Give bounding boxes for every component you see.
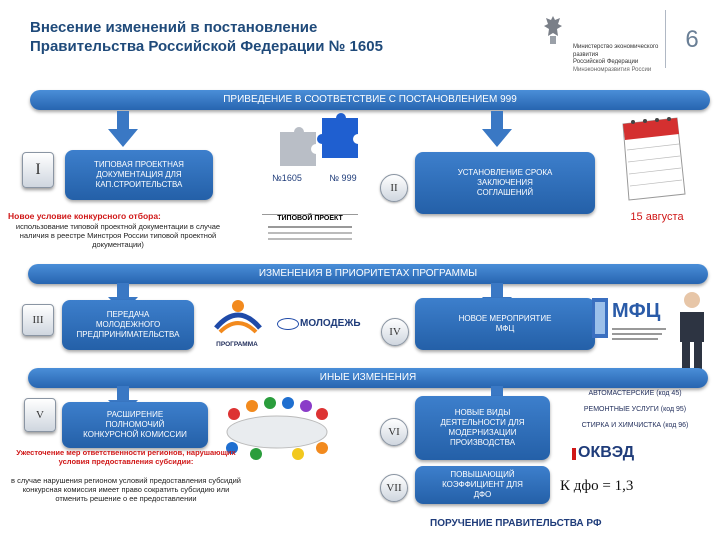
emblem-icon bbox=[542, 14, 564, 48]
coefficient-formula: К дфо = 1,3 bbox=[560, 478, 634, 494]
government-instruction: ПОРУЧЕНИЕ ПРАВИТЕЛЬСТВА РФ bbox=[430, 518, 602, 529]
box-youth-entrepreneurship-label: ПЕРЕДАЧА МОЛОДЕЖНОГО ПРЕДПРИНИМАТЕЛЬСТВА bbox=[76, 310, 180, 339]
okved-logo bbox=[572, 442, 648, 464]
box-commission-powers bbox=[62, 402, 208, 448]
slide-title bbox=[30, 18, 500, 56]
box-mfc bbox=[415, 298, 595, 350]
roman-numeral-2: II bbox=[380, 174, 408, 202]
box-mfc-label: НОВОЕ МЕРОПРИЯТИЕ МФЦ bbox=[458, 314, 552, 333]
box-far-east-coefficient-label: ПОВЫШАЮЩИЙ КОЭФФИЦИЕНТ ДЛЯ ДФО bbox=[442, 470, 523, 499]
youth-logo-ring bbox=[277, 318, 299, 330]
program-logo-icon bbox=[210, 298, 266, 340]
doc-1605-label: №1605 bbox=[272, 173, 302, 183]
banner-section-3: ИНЫЕ ИЗМЕНЕНИЯ bbox=[28, 368, 708, 388]
banner-section-1: ПРИВЕДЕНИЕ В СООТВЕТСТВИЕ С ПОСТАНОВЛЕНИЕМ 999 bbox=[30, 90, 710, 110]
project-doc-heading: ТИПОВОЙ ПРОЕКТ bbox=[277, 215, 343, 222]
ministry-line-3: Минэкономразвития России bbox=[573, 66, 652, 73]
banner-section-2: ИЗМЕНЕНИЯ В ПРИОРИТЕТАХ ПРОГРАММЫ bbox=[28, 264, 708, 284]
box-new-activities bbox=[415, 396, 550, 460]
okved-list bbox=[560, 386, 710, 434]
box-typical-documentation bbox=[65, 150, 213, 200]
youth-logo: МОЛОДЕЖЬ bbox=[300, 318, 361, 329]
date-label: 15 августа bbox=[630, 211, 684, 223]
box-agreement-deadline bbox=[415, 152, 595, 214]
roman-numeral-5: V bbox=[24, 398, 56, 432]
ministry-line-2: Российской Федерации bbox=[573, 59, 639, 65]
box-far-east-coefficient bbox=[415, 466, 550, 504]
okved-logo-bar bbox=[572, 448, 576, 460]
tightening-label: Ужесточение мер ответственности регионов, нарушающих условия предоставления субсидии: bbox=[16, 448, 236, 466]
ministry-name bbox=[573, 44, 668, 74]
roman-numeral-7: VII bbox=[380, 474, 408, 502]
roman-numeral-6: VI bbox=[380, 418, 408, 446]
new-condition-label: Новое условие конкурсного отбора: bbox=[8, 211, 161, 221]
box-agreement-deadline-label: УСТАНОВЛЕНИЕ СРОКА ЗАКЛЮЧЕНИЯ СОГЛАШЕНИЙ bbox=[457, 168, 553, 197]
box-commission-powers-label: РАСШИРЕНИЕ ПОЛНОМОЧИЙ КОНКУРСНОЙ КОМИССИИ bbox=[83, 410, 187, 439]
doc-999-label: № 999 bbox=[329, 173, 357, 183]
roman-numeral-3: III bbox=[22, 304, 54, 336]
down-arrow-icon bbox=[482, 111, 512, 147]
okved-item: АВТОМАСТЕРСКИЕ (код 45) bbox=[588, 390, 682, 397]
puzzle-icon bbox=[272, 112, 362, 167]
okved-logo-text: ОКВЭД bbox=[578, 444, 635, 461]
new-condition-text: использование типовой проектной документации в случае наличия в реестре Минстроя России типовой проектной документации) bbox=[15, 222, 221, 249]
roman-numeral-1: I bbox=[22, 152, 54, 188]
header-divider bbox=[665, 10, 666, 68]
calendar-icon bbox=[615, 114, 691, 204]
box-new-activities-label: НОВЫЕ ВИДЫ ДЕЯТЕЛЬНОСТИ ДЛЯ МОДЕРНИЗАЦИИ ПРОИЗВОДСТВА bbox=[440, 408, 525, 447]
mfc-logo bbox=[592, 298, 670, 352]
okved-item: СТИРКА И ХИМЧИСТКА (код 96) bbox=[581, 422, 689, 429]
okved-item: РЕМОНТНЫЕ УСЛУГИ (код 95) bbox=[583, 406, 687, 413]
down-arrow-icon bbox=[108, 111, 138, 147]
box-youth-entrepreneurship bbox=[62, 300, 194, 350]
mfc-door-icon bbox=[592, 298, 608, 338]
ministry-line-1: Министерство экономического развития bbox=[573, 44, 659, 58]
person-icon bbox=[672, 290, 712, 370]
box-typical-documentation-label: ТИПОВАЯ ПРОЕКТНАЯ ДОКУМЕНТАЦИЯ ДЛЯ КАП.СТРОИТЕЛЬСТВА bbox=[94, 160, 184, 189]
program-label: ПРОГРАММА bbox=[216, 341, 258, 348]
project-doc-thumbnail bbox=[262, 214, 358, 247]
roman-numeral-4: IV bbox=[381, 318, 409, 346]
title-line-2: Правительства Российской Федерации № 1605 bbox=[30, 38, 383, 55]
page-number: 6 bbox=[685, 26, 699, 53]
title-line-1: Внесение изменений в постановление bbox=[30, 19, 318, 36]
mfc-logo-text: МФЦ bbox=[612, 300, 661, 322]
tightening-text: в случае нарушения регионом условий предоставления субсидий конкурсная комиссия имеет право сократить субсидию или отменить решение о ее предоставлении bbox=[11, 476, 241, 503]
